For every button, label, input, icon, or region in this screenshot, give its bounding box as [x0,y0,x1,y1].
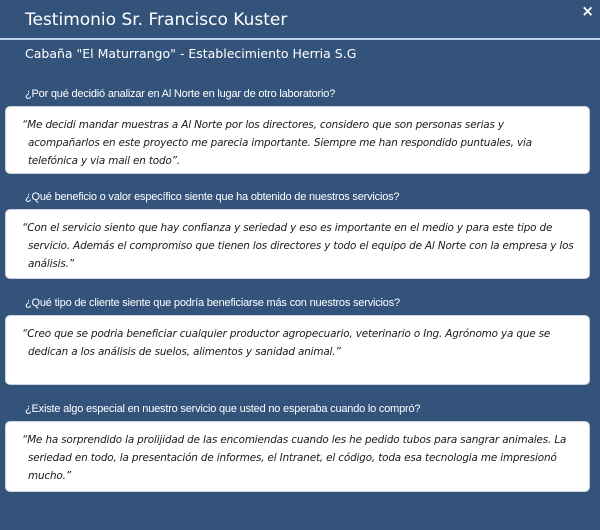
answer-text: “Con el servicio siento que hay confianza y seriedad y eso es importante en el medio y para este tipo de servicio. Además el compromiso que tienen los directores y todo el equipo de Al Norte con la empresa y los análisis.” [22,222,574,270]
dialog-subtitle: Cabaña "El Maturrango" - Establecimiento Herria S.G [25,46,357,61]
close-icon[interactable]: × [581,2,594,20]
title-divider [0,38,600,40]
answer-text: “Me ha sorprendido la prolijidad de las encomiendas cuando les he pedido tubos para sangrar animales. La seriedad en todo, la presentación de informes, el Intranet, el código, toda esa tecnologia me impresionó mucho.” [22,434,567,482]
answer-box [5,315,590,385]
question-label: ¿Existe algo especial en nuestro servicio que usted no esperaba cuando lo compró? [25,403,421,415]
question-label: ¿Qué beneficio o valor específico siente que ha obtenido de nuestros servicios? [25,191,400,203]
answer-text: “Creo que se podria beneficiar cualquier productor agropecuario, veterinario o Ing. Agrónomo ya que se dedican a los análisis de suelos, alimentos y sanidad animal.” [22,328,551,358]
answer-text: “Me decidi mandar muestras a Al Norte por los directores, considero que son personas serias y acompañarlos en este proyecto me parecia importante. Siempre me han respondido puntuales, via telefónica y via mail en todo”. [22,119,532,167]
question-label: ¿Qué tipo de cliente siente que podría beneficiarse más con nuestros servicios? [25,297,400,309]
answer-box [5,106,590,174]
answer-box [5,209,590,279]
answer-box [5,421,590,492]
question-label: ¿Por qué decidió analizar en Al Norte en lugar de otro laboratorio? [25,88,336,100]
dialog-title: Testimonio Sr. Francisco Kuster [25,10,288,30]
